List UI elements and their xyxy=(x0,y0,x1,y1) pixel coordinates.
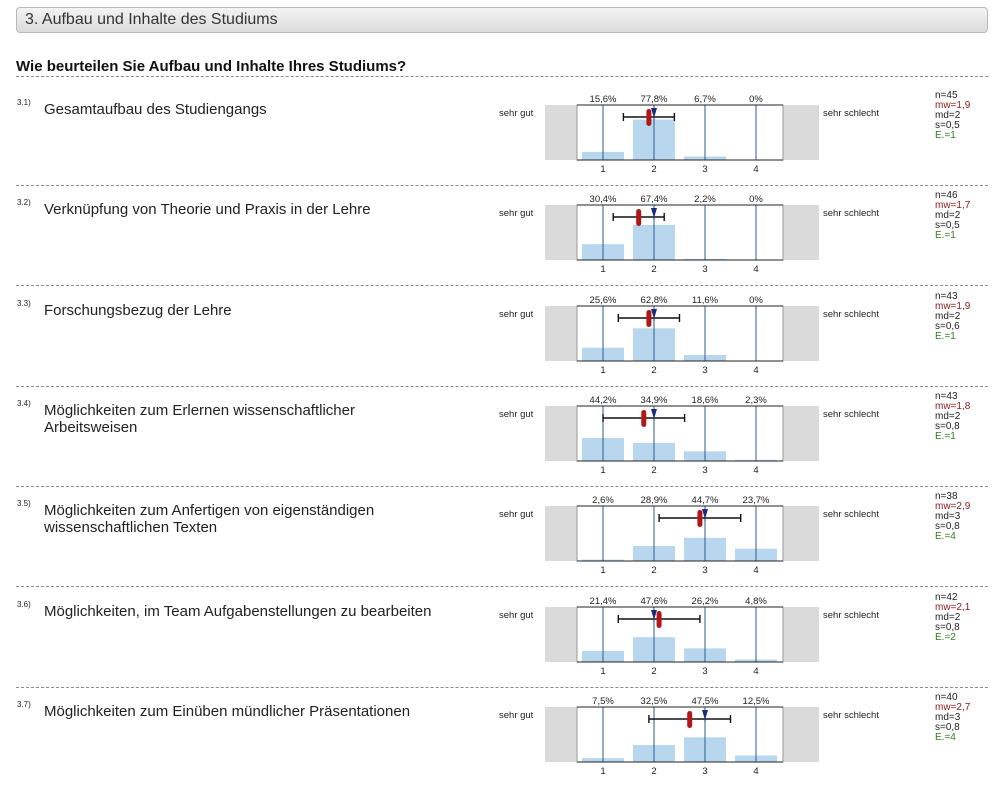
left-scale-box xyxy=(545,306,577,361)
item-number: 3.6) xyxy=(17,599,31,609)
stat-median: md=2 xyxy=(935,210,961,222)
item-divider xyxy=(16,586,988,587)
scale-left-label: sehr gut xyxy=(499,308,534,320)
question-heading: Wie beurteilen Sie Aufbau und Inhalte Ihres Studiums? xyxy=(16,58,407,75)
percent-label-3: 11,6% xyxy=(691,294,719,306)
percent-label-1: 2,6% xyxy=(592,495,614,507)
stat-stdev: s=0,8 xyxy=(935,621,960,633)
tick-label-1: 1 xyxy=(600,464,606,476)
item-label: Forschungsbezug der Lehre xyxy=(44,301,232,319)
percent-label-4: 0% xyxy=(749,194,763,206)
stat-n: n=43 xyxy=(935,390,958,402)
stat-abstention: E.=4 xyxy=(935,731,956,743)
item-label: Möglichkeiten, im Team Aufgabenstellungen zu bearbeiten xyxy=(44,602,432,620)
tick-label-3: 3 xyxy=(702,765,708,777)
percent-label-3: 18,6% xyxy=(691,394,719,406)
percent-label-1: 30,4% xyxy=(589,194,617,206)
stat-mean: mw=2,1 xyxy=(935,601,971,613)
distribution-chart xyxy=(495,489,915,579)
tick-label-2: 2 xyxy=(651,665,657,677)
stat-stdev: s=0,6 xyxy=(935,320,960,332)
tick-label-3: 3 xyxy=(702,464,708,476)
tick-label-1: 1 xyxy=(600,364,606,376)
stat-mean: mw=2,9 xyxy=(935,501,971,513)
percent-label-2: 47,6% xyxy=(640,595,668,607)
right-scale-box xyxy=(783,306,819,361)
scale-left-label: sehr gut xyxy=(499,609,534,621)
stat-abstention: E.=2 xyxy=(935,631,956,643)
item-number: 3.7) xyxy=(17,699,31,709)
distribution-chart xyxy=(495,389,915,479)
scale-right-label: sehr schlecht xyxy=(823,709,879,721)
mean-marker xyxy=(697,510,702,527)
right-scale-box xyxy=(783,707,819,762)
mean-marker xyxy=(636,209,641,226)
right-scale-box xyxy=(783,205,819,260)
tick-label-3: 3 xyxy=(702,264,708,276)
percent-label-2: 32,5% xyxy=(640,695,668,707)
stat-stdev: s=0,8 xyxy=(935,420,960,432)
tick-label-3: 3 xyxy=(702,665,708,677)
left-scale-box xyxy=(545,205,577,260)
scale-right-label: sehr schlecht xyxy=(823,108,879,119)
percent-label-1: 15,6% xyxy=(589,94,617,105)
stat-stdev: s=0,5 xyxy=(935,220,960,232)
tick-label-4: 4 xyxy=(753,765,759,777)
item-stats xyxy=(935,292,970,342)
mean-marker xyxy=(646,109,651,126)
left-scale-box xyxy=(545,506,577,561)
plot-frame xyxy=(577,707,783,762)
mean-marker xyxy=(657,611,662,628)
percent-label-1: 21,4% xyxy=(589,595,617,607)
tick-label-1: 1 xyxy=(600,665,606,677)
right-scale-box xyxy=(783,406,819,461)
tick-label-4: 4 xyxy=(753,164,759,175)
item-stats xyxy=(935,191,970,241)
stat-n: n=42 xyxy=(935,591,958,603)
item-divider xyxy=(16,386,988,387)
stat-median: md=3 xyxy=(935,511,961,523)
item-divider xyxy=(16,185,988,186)
right-scale-box xyxy=(783,607,819,662)
stat-mean: mw=1,9 xyxy=(935,100,971,111)
scale-right-label: sehr schlecht xyxy=(823,408,879,420)
item-stats xyxy=(935,593,970,643)
item-chart xyxy=(495,88,915,183)
stat-n: n=40 xyxy=(935,691,958,703)
question-item xyxy=(0,290,1000,400)
stat-median: md=3 xyxy=(935,711,961,723)
plot-frame xyxy=(577,105,783,160)
left-scale-box xyxy=(545,406,577,461)
stat-median: md=2 xyxy=(935,611,961,623)
scale-right-label: sehr schlecht xyxy=(823,609,879,621)
tick-label-4: 4 xyxy=(753,264,759,276)
percent-label-4: 2,3% xyxy=(745,394,767,406)
item-divider xyxy=(16,687,988,688)
percent-label-3: 26,2% xyxy=(691,595,719,607)
item-label: Gesamtaufbau des Studiengangs xyxy=(44,101,267,118)
percent-label-3: 47,5% xyxy=(691,695,719,707)
percent-label-3: 6,7% xyxy=(694,94,716,105)
stat-stdev: s=0,8 xyxy=(935,521,960,533)
tick-label-1: 1 xyxy=(600,164,606,175)
item-chart xyxy=(495,289,915,384)
item-chart xyxy=(495,188,915,283)
percent-label-1: 44,2% xyxy=(589,394,617,406)
percent-label-3: 2,2% xyxy=(694,194,716,206)
distribution-chart xyxy=(495,690,915,780)
tick-label-3: 3 xyxy=(702,164,708,175)
item-number: 3.1) xyxy=(17,98,31,107)
item-chart xyxy=(495,590,915,685)
tick-label-4: 4 xyxy=(753,364,759,376)
item-number: 3.4) xyxy=(17,398,31,408)
stat-stdev: s=0,8 xyxy=(935,721,960,733)
tick-label-1: 1 xyxy=(600,765,606,777)
left-scale-box xyxy=(545,105,577,160)
tick-label-2: 2 xyxy=(651,464,657,476)
stat-mean: mw=1,8 xyxy=(935,400,971,412)
right-scale-box xyxy=(783,506,819,561)
item-divider xyxy=(16,486,988,487)
stat-n: n=45 xyxy=(935,90,958,101)
mean-marker xyxy=(646,310,651,327)
stat-n: n=46 xyxy=(935,190,958,202)
percent-label-4: 4,8% xyxy=(745,595,767,607)
item-chart xyxy=(495,489,915,584)
scale-right-label: sehr schlecht xyxy=(823,308,879,320)
stat-n: n=38 xyxy=(935,491,958,503)
distribution-chart xyxy=(495,188,915,278)
tick-label-2: 2 xyxy=(651,164,657,175)
stat-mean: mw=2,7 xyxy=(935,701,971,713)
item-stats xyxy=(935,392,970,442)
item-divider xyxy=(16,285,988,286)
percent-label-4: 12,5% xyxy=(742,695,770,707)
tick-label-2: 2 xyxy=(651,364,657,376)
stat-n: n=43 xyxy=(935,290,958,302)
left-scale-box xyxy=(545,707,577,762)
tick-label-4: 4 xyxy=(753,665,759,677)
stat-abstention: E.=1 xyxy=(935,330,956,342)
item-number: 3.5) xyxy=(17,499,31,509)
scale-left-label: sehr gut xyxy=(499,108,534,119)
scale-left-label: sehr gut xyxy=(499,208,534,220)
section-header xyxy=(16,7,988,33)
tick-label-1: 1 xyxy=(600,264,606,276)
item-label: Möglichkeiten zum Anfertigen von eigenständigen wissenschaftlichen Texten xyxy=(44,502,375,537)
question-item xyxy=(0,691,1000,801)
question-item xyxy=(0,591,1000,701)
left-scale-box xyxy=(545,607,577,662)
right-scale-box xyxy=(783,105,819,160)
scale-left-label: sehr gut xyxy=(499,709,534,721)
distribution-chart xyxy=(495,88,915,178)
stat-abstention: E.=1 xyxy=(935,430,956,442)
stat-mean: mw=1,9 xyxy=(935,300,971,312)
percent-label-4: 0% xyxy=(749,94,763,105)
tick-label-2: 2 xyxy=(651,765,657,777)
question-divider xyxy=(16,76,988,77)
item-stats xyxy=(935,693,970,743)
percent-label-2: 77,8% xyxy=(640,94,668,105)
item-label: Möglichkeiten zum Erlernen wissenschaftlicher Arbeitsweisen xyxy=(44,401,355,436)
scale-left-label: sehr gut xyxy=(499,509,534,521)
mean-marker xyxy=(641,410,646,427)
tick-label-1: 1 xyxy=(600,565,606,577)
tick-label-3: 3 xyxy=(702,364,708,376)
tick-label-2: 2 xyxy=(651,264,657,276)
distribution-chart xyxy=(495,289,915,379)
section-title: 3. Aufbau und Inhalte des Studiums xyxy=(25,11,278,28)
distribution-chart xyxy=(495,590,915,680)
tick-label-2: 2 xyxy=(651,565,657,577)
stat-abstention: E.=1 xyxy=(935,130,956,141)
item-number: 3.2) xyxy=(17,198,31,208)
percent-label-1: 7,5% xyxy=(592,695,614,707)
question-item xyxy=(0,190,1000,299)
stat-abstention: E.=1 xyxy=(935,230,956,242)
percent-label-2: 62,8% xyxy=(640,294,668,306)
percent-label-2: 67,4% xyxy=(640,194,668,206)
tick-label-3: 3 xyxy=(702,565,708,577)
item-stats xyxy=(935,492,970,542)
percent-label-4: 23,7% xyxy=(742,495,770,507)
scale-right-label: sehr schlecht xyxy=(823,208,879,220)
item-number: 3.3) xyxy=(17,298,31,308)
tick-label-4: 4 xyxy=(753,565,759,577)
stat-median: md=2 xyxy=(935,410,961,422)
stat-mean: mw=1,7 xyxy=(935,200,971,212)
stat-median: md=2 xyxy=(935,110,961,121)
item-label: Möglichkeiten zum Einüben mündlicher Präsentationen xyxy=(44,702,411,720)
stat-abstention: E.=4 xyxy=(935,531,956,543)
tick-label-4: 4 xyxy=(753,464,759,476)
scale-left-label: sehr gut xyxy=(499,408,534,420)
percent-label-1: 25,6% xyxy=(589,294,617,306)
mean-marker xyxy=(687,711,692,728)
percent-label-3: 44,7% xyxy=(691,495,719,507)
question-item xyxy=(0,491,1000,600)
item-chart xyxy=(495,389,915,484)
item-stats xyxy=(935,91,970,141)
item-label: Verknüpfung von Theorie und Praxis in der Lehre xyxy=(44,201,371,219)
percent-label-4: 0% xyxy=(749,294,763,306)
percent-label-2: 34,9% xyxy=(640,394,668,406)
stat-stdev: s=0,5 xyxy=(935,120,960,131)
percent-label-2: 28,9% xyxy=(640,495,668,507)
scale-right-label: sehr schlecht xyxy=(823,509,879,521)
stat-median: md=2 xyxy=(935,310,961,322)
